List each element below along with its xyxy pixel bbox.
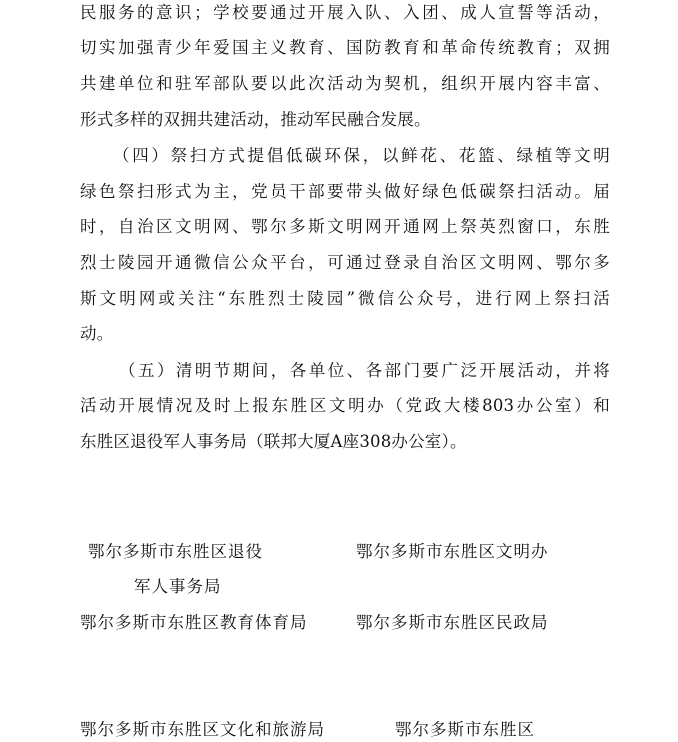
paragraph-line: 民服务的意识；学校要通过开展入队、入团、成人宣誓等活动， — [80, 3, 610, 22]
paragraph-line: 斯文明网或关注“东胜烈士陵园”微信公众号，进行网上祭扫活 — [80, 289, 610, 308]
signature-culture-tourism-bureau: 鄂尔多斯市东胜区文化和旅游局 — [80, 720, 325, 739]
paragraph-line: 时，自治区文明网、鄂尔多斯文明网开通网上祭英烈窗口，东胜 — [80, 217, 610, 236]
paragraph-line: 切实加强青少年爱国主义教育、国防教育和革命传统教育；双拥 — [80, 38, 610, 57]
signature-dongsheng-district: 鄂尔多斯市东胜区 — [395, 720, 535, 739]
paragraph-line: 活动开展情况及时上报东胜区文明办（党政大楼803办公室）和 — [80, 396, 610, 415]
signature-civilization-office: 鄂尔多斯市东胜区文明办 — [356, 542, 549, 561]
signature-civil-affairs-bureau: 鄂尔多斯市东胜区民政局 — [356, 613, 549, 632]
signature-veterans-affairs-line1: 鄂尔多斯市东胜区退役 — [88, 542, 263, 561]
paragraph-line: （四）祭扫方式提倡低碳环保，以鲜花、花篮、绿植等文明 — [113, 146, 610, 165]
paragraph-line: 东胜区退役军人事务局（联邦大厦A座308办公室）。 — [80, 432, 467, 451]
paragraph-line: 绿色祭扫形式为主，党员干部要带头做好绿色低碳祭扫活动。届 — [80, 182, 610, 201]
paragraph-line: 形式多样的双拥共建活动，推动军民融合发展。 — [80, 110, 431, 129]
paragraph-line: 共建单位和驻军部队要以此次活动为契机，组织开展内容丰富、 — [80, 74, 610, 93]
paragraph-line: 烈士陵园开通微信公众平台，可通过登录自治区文明网、鄂尔多 — [80, 253, 610, 272]
signature-veterans-affairs-line2: 军人事务局 — [134, 577, 222, 596]
signature-education-sports-bureau: 鄂尔多斯市东胜区教育体育局 — [80, 613, 308, 632]
paragraph-line: （五）清明节期间，各单位、各部门要广泛开展活动，并将 — [119, 361, 610, 380]
paragraph-line: 动。 — [80, 324, 114, 343]
